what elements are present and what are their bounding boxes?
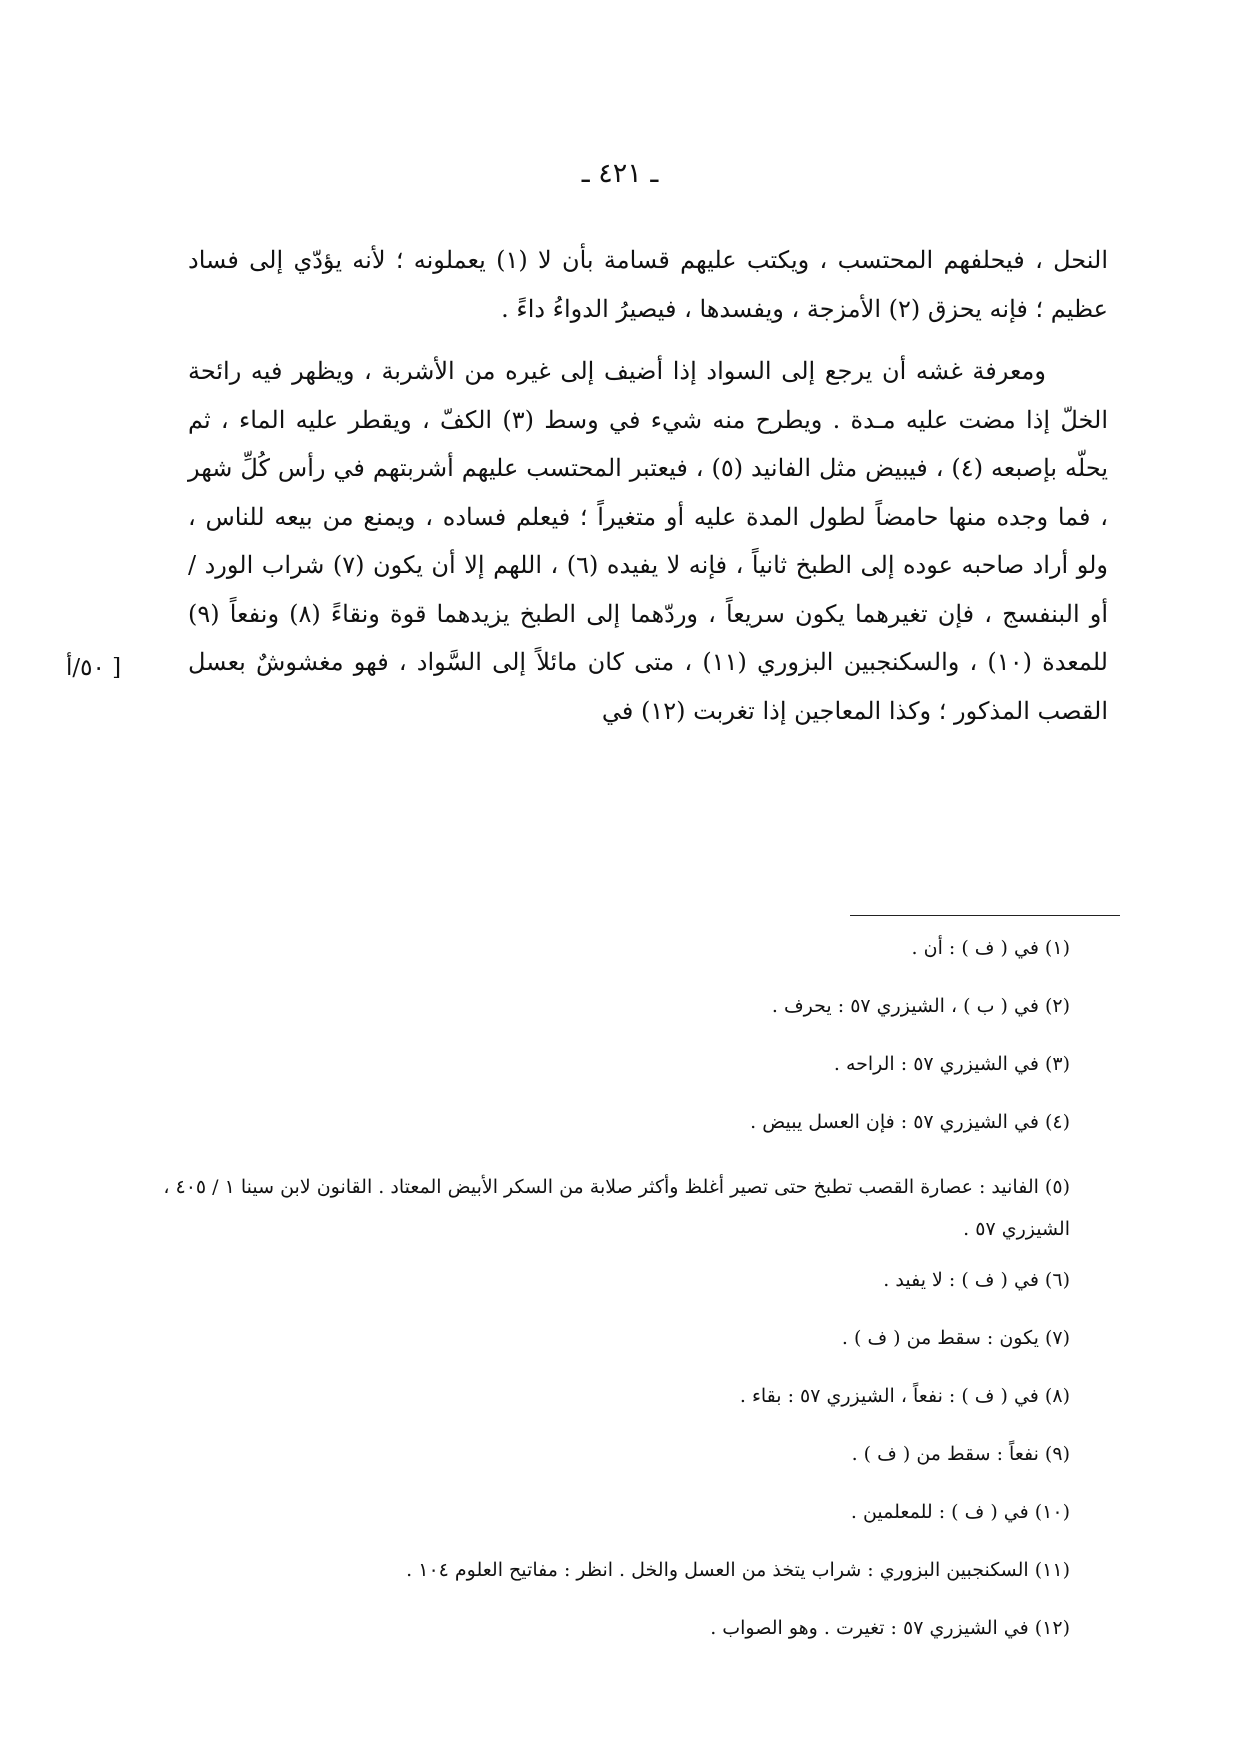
main-text	[188, 236, 1108, 735]
folio-margin-reference: [ ٥٠/أ	[66, 655, 122, 681]
footnotes-list	[150, 934, 1070, 1672]
footnote-4: (٤) في الشيزري ٥٧ : فإن العسل يبيض .	[750, 1111, 1070, 1133]
footnote-7: (٧) يكون : سقط من ( ف ) .	[841, 1327, 1070, 1349]
paragraph-1: النحل ، فيحلفهم المحتسب ، ويكتب عليهم قسامة بأن لا (١) يعملونه ؛ لأنه يؤدّي إلى فساد عظيم ؛ فإنه يحزق (٢) الأمزجة ، ويفسدها ، فيصيرُ الدواءُ داءً .	[188, 246, 1108, 323]
footnote-3: (٣) في الشيزري ٥٧ : الراحه .	[833, 1053, 1070, 1075]
footnote-5: (٥) الفانيد : عصارة القصب تطبخ حتى تصير أغلظ وأكثر صلابة من السكر الأبيض المعتاد . القانون لابن سينا ١ / ٤٠٥ ، الشيزري ٥٧ .	[163, 1176, 1070, 1240]
footnote-separator	[850, 915, 1120, 916]
footnote-8: (٨) في ( ف ) : نفعاً ، الشيزري ٥٧ : بقاء .	[739, 1385, 1070, 1407]
footnote-6: (٦) في ( ف ) : لا يفيد .	[883, 1269, 1070, 1291]
footnote-1: (١) في ( ف ) : أن .	[911, 937, 1070, 959]
footnote-9: (٩) نفعاً : سقط من ( ف ) .	[851, 1443, 1070, 1465]
paragraph-2: ومعرفة غشه أن يرجع إلى السواد إذا أضيف إلى غيره من الأشربة ، ويظهر فيه رائحة الخلّ إذا مضت عليه مـدة . ويطرح منه شيء في وسط (٣) الكفّ ، ويقطر عليه الماء ، ثم يحلّه بإصبعه (٤) ، فيبيض مثل الفانيد (٥) ، فيعتبر المحتسب عليهم أشربتهم في رأس كُلِّ شهر ، فما وجده منها حامضاً لطول المدة عليه أو متغيراً ؛ فيعلم فساده ، ويمنع من بيعه للناس ، ولو أراد صاحبه عوده إلى الطبخ ثانياً ، فإنه لا يفيده (٦) ، اللهم إلا أن يكون (٧) شراب الورد / أو البنفسج ، فإن تغيرهما يكون سريعاً ، وردّهما إلى الطبخ يزيدهما قوة ونقاءً (٨) ونفعاً (٩) للمعدة (١٠) ، والسكنجبين البزوري (١١) ، متى كان مائلاً إلى السَّواد ، فهو مغشوشٌ بعسل القصب المذكور ؛ وكذا المعاجين إذا تغربت (١٢) في	[188, 357, 1109, 725]
footnote-11: (١١) السكنجبين البزوري : شراب يتخذ من العسل والخل . انظر : مفاتيح العلوم ١٠٤ .	[406, 1559, 1070, 1581]
page-number: ـ ٤٢١ ـ	[581, 158, 659, 189]
footnote-10: (١٠) في ( ف ) : للمعلمين .	[850, 1501, 1070, 1523]
footnote-2: (٢) في ( ب ) ، الشيزري ٥٧ : يحرف .	[771, 995, 1070, 1017]
footnote-12: (١٢) في الشيزري ٥٧ : تغيرت . وهو الصواب .	[710, 1617, 1070, 1639]
